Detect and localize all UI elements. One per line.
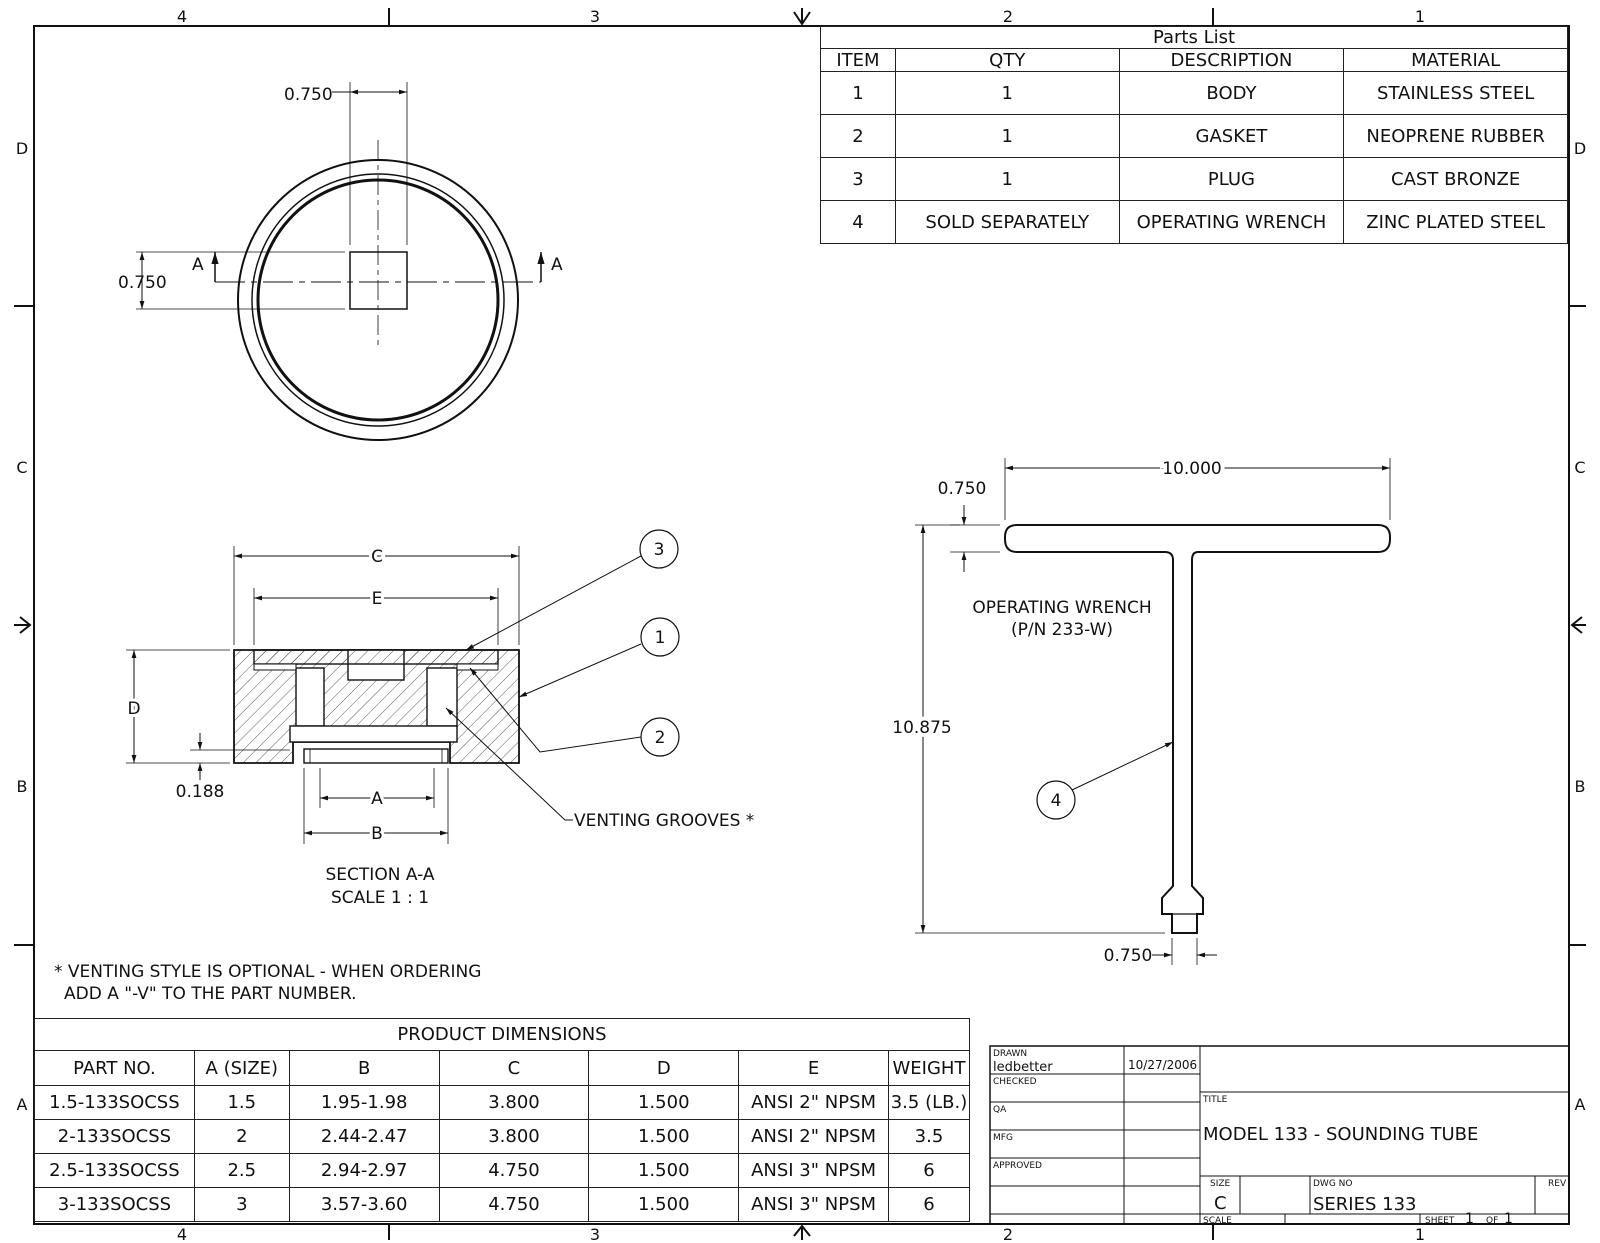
table-cell: 3.5 (LB.) bbox=[888, 1086, 969, 1120]
dim-b-label: B bbox=[371, 824, 383, 844]
zone-left-b: B bbox=[16, 777, 28, 796]
dims-header-weight: WEIGHT bbox=[888, 1051, 969, 1086]
table-cell: 2.5 bbox=[194, 1154, 289, 1188]
table-cell: 3.5 bbox=[888, 1120, 969, 1154]
tb-dwgno: SERIES 133 bbox=[1313, 1194, 1417, 1215]
table-cell: 6 bbox=[888, 1154, 969, 1188]
table-row bbox=[821, 201, 1568, 244]
tb-qa-label: QA bbox=[993, 1105, 1007, 1115]
venting-grooves-note: VENTING GROOVES * bbox=[574, 811, 755, 831]
dims-header-c: C bbox=[439, 1051, 589, 1086]
top-dim-horizontal: 0.750 bbox=[284, 85, 333, 105]
wrench-dim-height: 10.875 bbox=[892, 718, 952, 738]
table-cell: 1 bbox=[821, 72, 896, 115]
title-block-text bbox=[993, 1049, 1567, 1227]
table-cell: 1.5 bbox=[194, 1086, 289, 1120]
tb-sheet-label: SHEET bbox=[1425, 1216, 1455, 1226]
zone-top-3: 3 bbox=[589, 7, 601, 26]
table-cell: SOLD SEPARATELY bbox=[895, 201, 1119, 244]
section-label-right: A bbox=[551, 255, 563, 275]
table-cell: 2 bbox=[821, 115, 896, 158]
dim-d-label: D bbox=[127, 699, 141, 719]
tb-rev-label: REV bbox=[1548, 1179, 1567, 1189]
wrench-outline bbox=[1005, 525, 1390, 933]
table-cell: 1.500 bbox=[589, 1086, 739, 1120]
table-cell: ANSI 3" NPSM bbox=[739, 1154, 889, 1188]
balloon-1-label: 1 bbox=[654, 628, 666, 648]
tb-scale-label: SCALE bbox=[1203, 1216, 1232, 1226]
table-cell: ANSI 2" NPSM bbox=[739, 1120, 889, 1154]
section-view bbox=[234, 650, 519, 763]
dims-header-part-no: PART NO. bbox=[35, 1051, 195, 1086]
tb-size-label: SIZE bbox=[1210, 1179, 1231, 1189]
dim-e-label: E bbox=[371, 589, 383, 609]
table-cell: 3-133SOCSS bbox=[35, 1188, 195, 1222]
tb-approved-label: APPROVED bbox=[993, 1161, 1042, 1171]
zone-right-d: D bbox=[1573, 139, 1587, 158]
footnote-line2: ADD A "-V" TO THE PART NUMBER. bbox=[64, 984, 357, 1004]
table-row bbox=[35, 1188, 970, 1222]
parts-header-qty: QTY bbox=[895, 49, 1119, 72]
table-cell: 2 bbox=[194, 1120, 289, 1154]
table-cell: 1 bbox=[895, 115, 1119, 158]
table-cell: 1 bbox=[895, 72, 1119, 115]
table-cell: 1 bbox=[895, 158, 1119, 201]
dims-header-b: B bbox=[289, 1051, 439, 1086]
table-cell: ZINC PLATED STEEL bbox=[1344, 201, 1568, 244]
table-row bbox=[35, 1086, 970, 1120]
parts-list-table bbox=[820, 26, 1568, 244]
table-cell: 3.800 bbox=[439, 1120, 589, 1154]
tb-sheet-num: 1 bbox=[1465, 1211, 1474, 1227]
table-row bbox=[35, 1154, 970, 1188]
table-cell: 1.5-133SOCSS bbox=[35, 1086, 195, 1120]
table-cell: STAINLESS STEEL bbox=[1344, 72, 1568, 115]
top-dim-vertical: 0.750 bbox=[118, 273, 167, 293]
section-caption-line2: SCALE 1 : 1 bbox=[330, 888, 430, 908]
tb-title-label: TITLE bbox=[1203, 1095, 1228, 1105]
table-cell: CAST BRONZE bbox=[1344, 158, 1568, 201]
tb-of-label: OF bbox=[1486, 1216, 1499, 1226]
zone-bottom-2: 2 bbox=[1002, 1225, 1014, 1243]
wrench-dim-length: 10.000 bbox=[1162, 459, 1222, 479]
table-cell: 3.57-3.60 bbox=[289, 1188, 439, 1222]
table-cell: 3 bbox=[194, 1188, 289, 1222]
wrench-dim-tip: 0.750 bbox=[1103, 946, 1153, 966]
wrench-view bbox=[915, 458, 1390, 965]
product-dimensions-title: PRODUCT DIMENSIONS bbox=[35, 1019, 970, 1051]
dims-header-row bbox=[35, 1051, 970, 1086]
dim-a-label: A bbox=[371, 789, 383, 809]
table-cell: 2-133SOCSS bbox=[35, 1120, 195, 1154]
tb-checked-label: CHECKED bbox=[993, 1077, 1037, 1087]
zone-right-b: B bbox=[1574, 777, 1586, 796]
product-dimensions-table bbox=[34, 1018, 970, 1222]
wrench-dim-bar: 0.750 bbox=[937, 479, 987, 499]
dim-0188-label: 0.188 bbox=[175, 782, 225, 802]
tb-sheet-total: 1 bbox=[1504, 1211, 1513, 1227]
top-view-square-socket bbox=[350, 252, 407, 309]
zone-right-c: C bbox=[1574, 458, 1586, 477]
parts-header-description: DESCRIPTION bbox=[1119, 49, 1344, 72]
zone-top-4: 4 bbox=[176, 7, 188, 26]
footnote-line1: * VENTING STYLE IS OPTIONAL - WHEN ORDERING bbox=[54, 962, 482, 982]
dim-c-label: C bbox=[371, 547, 383, 567]
table-cell: 4 bbox=[821, 201, 896, 244]
tb-title: MODEL 133 - SOUNDING TUBE bbox=[1203, 1124, 1479, 1145]
parts-list-title: Parts List bbox=[821, 27, 1568, 49]
table-row bbox=[821, 115, 1568, 158]
zone-left-d: D bbox=[15, 139, 29, 158]
zone-bottom-4: 4 bbox=[176, 1225, 188, 1243]
zone-right-a: A bbox=[1574, 1095, 1586, 1114]
table-cell: 1.95-1.98 bbox=[289, 1086, 439, 1120]
zone-top-1: 1 bbox=[1414, 7, 1426, 26]
table-cell: BODY bbox=[1119, 72, 1344, 115]
table-cell: 2.94-2.97 bbox=[289, 1154, 439, 1188]
dims-header-e: E bbox=[739, 1051, 889, 1086]
table-cell: 6 bbox=[888, 1188, 969, 1222]
table-cell: 1.500 bbox=[589, 1120, 739, 1154]
section-caption-line1: SECTION A-A bbox=[325, 865, 435, 885]
wrench-title-line1: OPERATING WRENCH bbox=[972, 598, 1152, 618]
dims-header-a: A (SIZE) bbox=[194, 1051, 289, 1086]
zone-bottom-1: 1 bbox=[1414, 1225, 1426, 1243]
table-cell: NEOPRENE RUBBER bbox=[1344, 115, 1568, 158]
parts-header-item: ITEM bbox=[821, 49, 896, 72]
table-cell: OPERATING WRENCH bbox=[1119, 201, 1344, 244]
table-cell: 3.800 bbox=[439, 1086, 589, 1120]
zone-left-c: C bbox=[16, 458, 28, 477]
section-label-left: A bbox=[192, 255, 204, 275]
table-cell: GASKET bbox=[1119, 115, 1344, 158]
balloon-2-label: 2 bbox=[654, 728, 666, 748]
table-row bbox=[821, 72, 1568, 115]
zone-bottom-3: 3 bbox=[589, 1225, 601, 1243]
table-cell: 1.500 bbox=[589, 1154, 739, 1188]
zone-top-2: 2 bbox=[1002, 7, 1014, 26]
table-cell: 4.750 bbox=[439, 1188, 589, 1222]
tb-dwgno-label: DWG NO bbox=[1313, 1179, 1353, 1189]
balloon-4-label: 4 bbox=[1050, 791, 1062, 811]
balloon-3-label: 3 bbox=[653, 540, 665, 560]
table-cell: 3 bbox=[821, 158, 896, 201]
table-row bbox=[35, 1120, 970, 1154]
table-cell: ANSI 2" NPSM bbox=[739, 1086, 889, 1120]
tb-drawn-by: ledbetter bbox=[993, 1060, 1053, 1075]
table-cell: 2.5-133SOCSS bbox=[35, 1154, 195, 1188]
zone-left-a: A bbox=[16, 1095, 28, 1114]
wrench-title-line2: (P/N 233-W) bbox=[1010, 620, 1114, 640]
table-cell: PLUG bbox=[1119, 158, 1344, 201]
tb-size: C bbox=[1214, 1193, 1227, 1214]
table-row bbox=[821, 158, 1568, 201]
table-cell: 1.500 bbox=[589, 1188, 739, 1222]
top-view-labels bbox=[118, 85, 563, 293]
parts-list-header-row bbox=[821, 49, 1568, 72]
tb-drawn-label: DRAWN bbox=[993, 1049, 1028, 1059]
tb-drawn-date: 10/27/2006 bbox=[1128, 1058, 1198, 1072]
table-cell: 2.44-2.47 bbox=[289, 1120, 439, 1154]
dims-header-d: D bbox=[589, 1051, 739, 1086]
parts-header-material: MATERIAL bbox=[1344, 49, 1568, 72]
venting-footnote bbox=[54, 962, 481, 1004]
table-cell: ANSI 3" NPSM bbox=[739, 1188, 889, 1222]
tb-mfg-label: MFG bbox=[993, 1133, 1013, 1143]
table-cell: 4.750 bbox=[439, 1154, 589, 1188]
